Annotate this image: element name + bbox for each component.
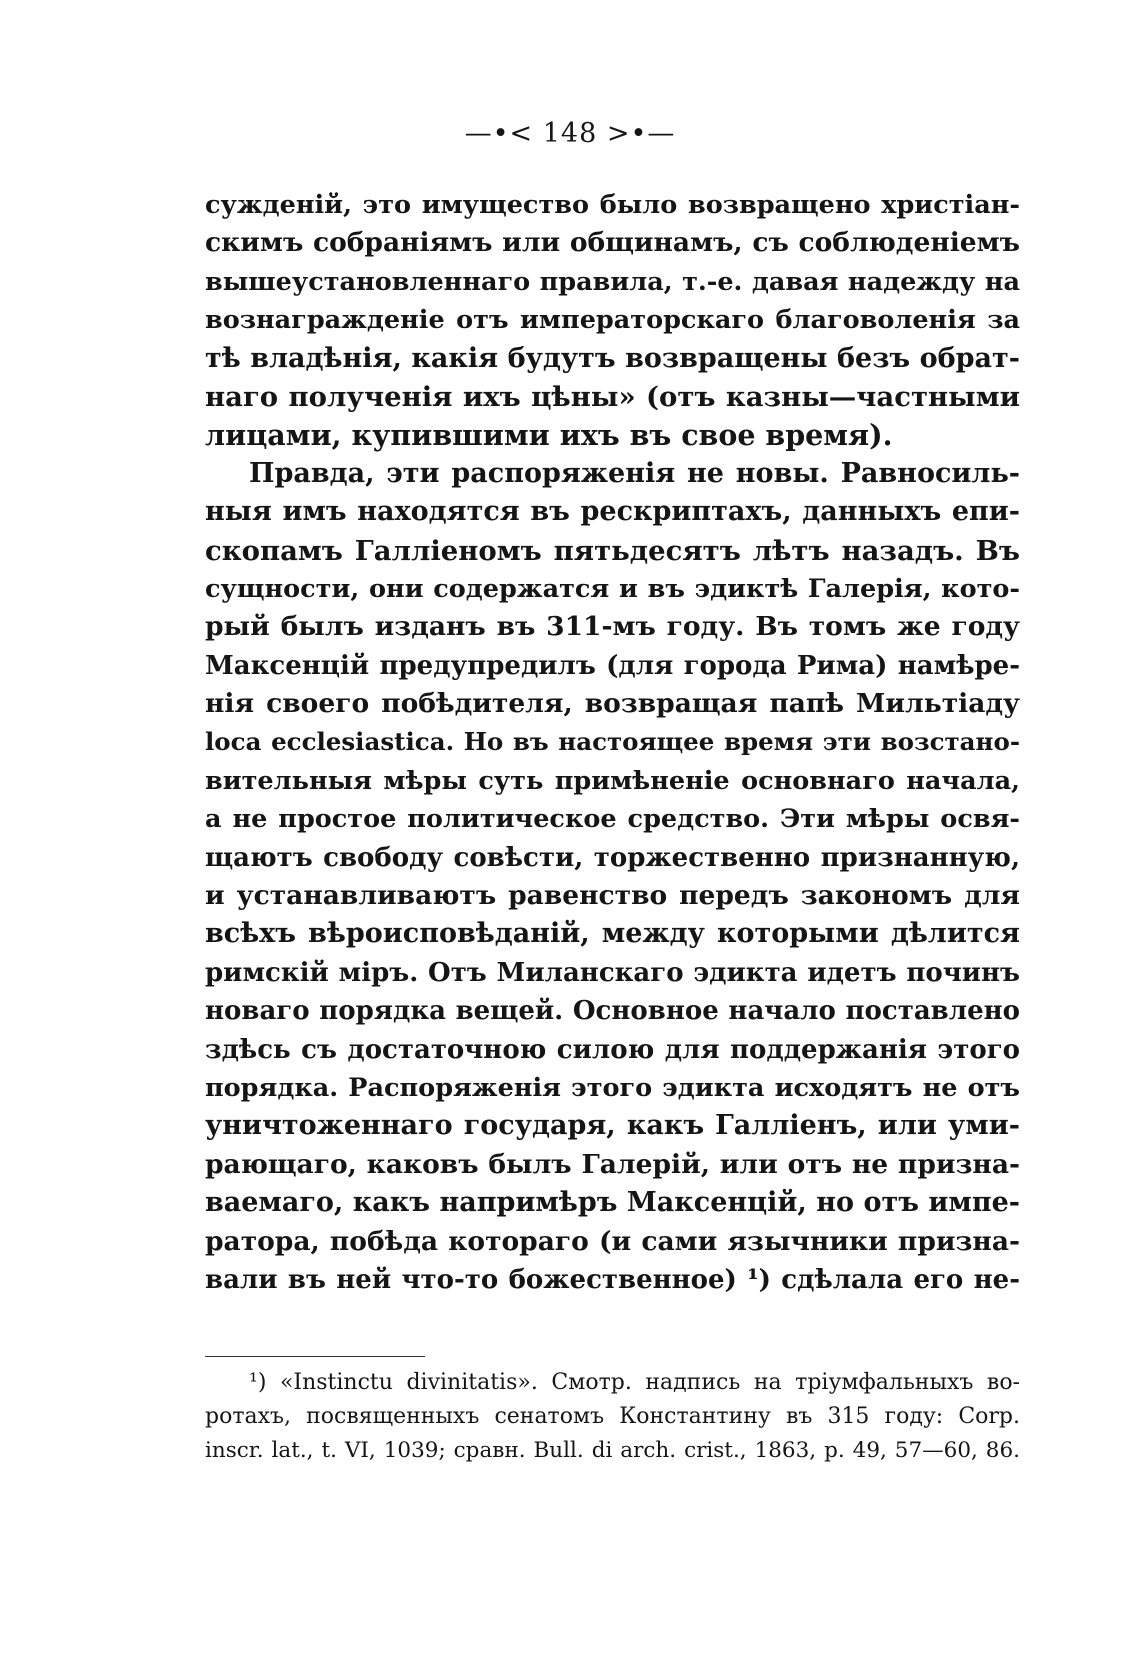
text-line: новаго порядка вещей. Основное начало поставлено (205, 996, 1020, 1027)
text-line: вознагражденіе отъ императорскаго благоволенія за (205, 305, 1020, 336)
text-line: а не простое политическое средство. Эти мѣры освя- (205, 804, 1020, 835)
text-line: вительныя мѣры суть примѣненіе основнаго начала, (205, 765, 1020, 796)
footnote-line: inscr. lat., t. VI, 1039; сравн. Bull. di arch. crist., 1863, p. 49, 57—60, 86. (205, 1438, 1020, 1463)
text-line: римскій міръ. Отъ Миланскаго эдикта идетъ починъ (205, 957, 1020, 988)
text-line: вышеустановленнаго правила, т.-е. давая надежду на (205, 266, 1020, 297)
footnote-line: ротахъ, посвященныхъ сенатомъ Константину въ 315 году: Corp. (205, 1404, 1020, 1429)
text-line: нія своего побѣдителя, возвращая папѣ Мильтіаду (205, 688, 1020, 720)
text-line: тѣ владѣнія, какія будутъ возвращены безъ обрат- (205, 342, 1020, 374)
text-line: Максенцій предупредилъ (для города Рима) намѣре- (205, 650, 1020, 681)
text-line: Правда, эти распоряженія не новы. Равносиль- (249, 457, 1020, 489)
footnote-line: ¹) «Instinctu divinitatis». Смотр. надпись на тріумфальныхъ во- (249, 1370, 1020, 1395)
text-line: лицами, купившими ихъ въ свое время). (205, 418, 893, 453)
text-line: и устанавливаютъ равенство передъ закономъ для (205, 880, 1020, 912)
text-line: сужденій, это имущество было возвращено христіан- (205, 190, 1020, 220)
text-line: ваемаго, какъ напримѣръ Максенцій, но отъ импе- (205, 1187, 1020, 1219)
text-line: вали въ ней что-то божественное) ¹) сдѣлала его не- (205, 1264, 1020, 1295)
text-line: скопамъ Галліеномъ пятьдесятъ лѣтъ назадъ. Въ (205, 534, 1020, 567)
text-line: loca ecclesiastica. Но въ настоящее время эти возстано- (205, 727, 1020, 757)
body-text (205, 186, 1020, 1299)
text-line: всѣхъ вѣроисповѣданій, между которыми дѣлится (205, 918, 1020, 950)
page-number: —•< 148 >•— (464, 118, 676, 149)
text-line: ныя имъ находятся въ рескриптахъ, данныхъ епи- (205, 496, 1020, 528)
text-line: рый былъ изданъ въ 311-мъ году. Въ томъ же году (205, 611, 1020, 643)
text-line: здѣсь съ достаточною силою для поддержанія этого (205, 1034, 1020, 1065)
text-line: скимъ собраніямъ или общинамъ, съ соблюденіемъ (205, 227, 1020, 259)
text-line: рающаго, каковъ былъ Галерій, или отъ не призна- (205, 1148, 1020, 1180)
text-line: щаютъ свободу совѣсти, торжественно признанную, (205, 842, 1020, 873)
text-line: порядка. Распоряженія этого эдикта исходятъ не отъ (205, 1072, 1020, 1103)
text-line: наго полученія ихъ цѣны» (отъ казны—частными (205, 380, 1020, 413)
text-line: ратора, побѣда котораго (и сами язычники призна- (205, 1225, 1020, 1257)
footnotes (205, 1366, 1020, 1468)
text-line: уничтоженнаго государя, какъ Галліенъ, или уми- (205, 1110, 1020, 1142)
footnote-divider (205, 1356, 425, 1357)
text-line: сущности, они содержатся и въ эдиктѣ Галерія, кото- (205, 573, 1020, 604)
